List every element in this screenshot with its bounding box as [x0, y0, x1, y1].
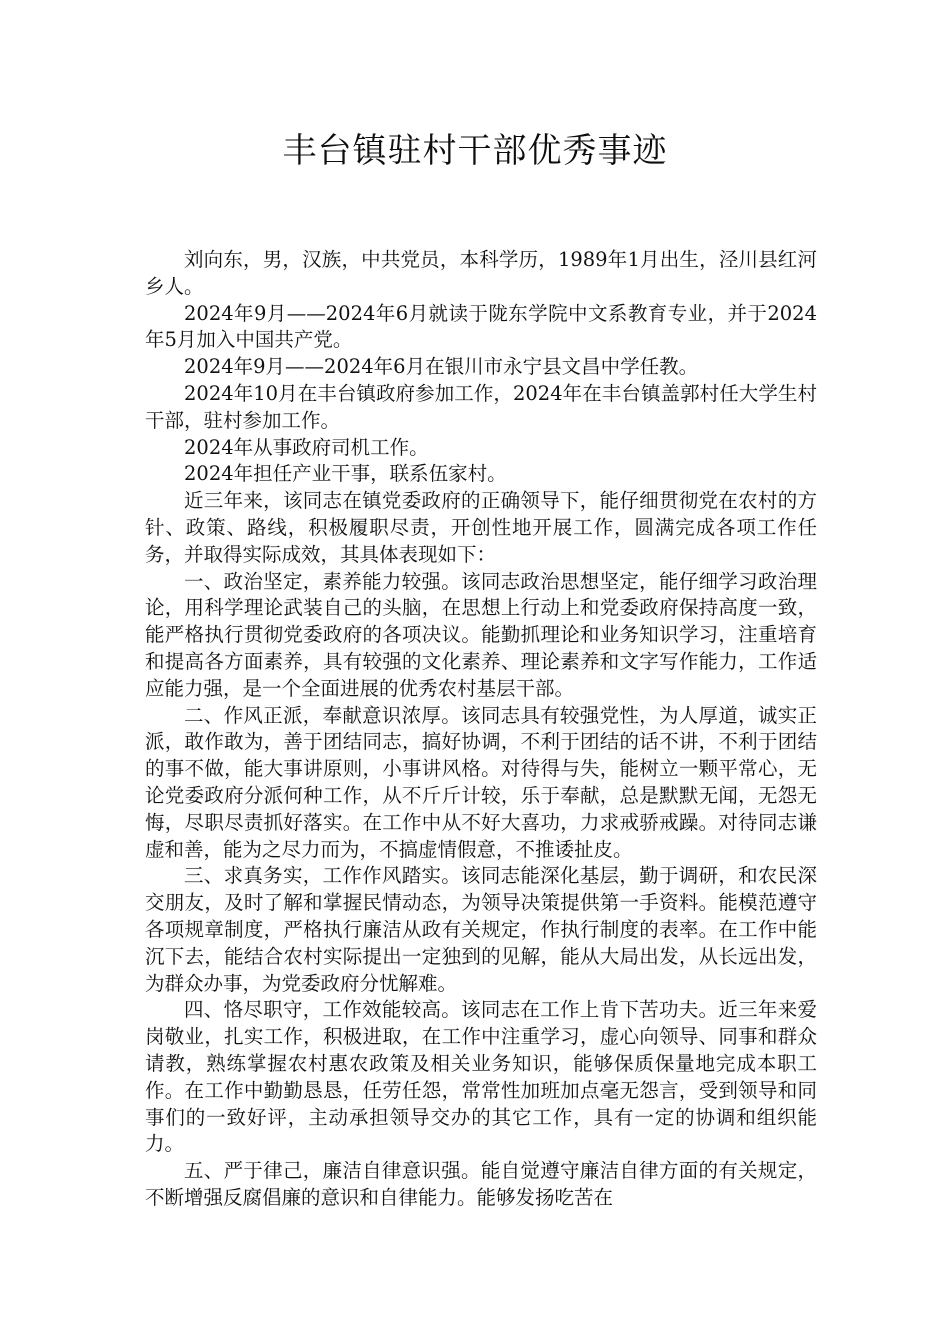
paragraph-education: 2024年9月——2024年6月就读于陇东学院中文系教育专业，并于2024年5月加入中国共产党。: [145, 301, 817, 352]
paragraph-point-pragmatic: 三、求真务实，工作作风踏实。该同志能深化基层，勤于调研，和农民深交朋友，及时了解和掌握民情动态，为领导决策提供第一手资料。能模范遵守各项规章制度，严格执行廉洁从政有关规定，作执行制度的表率。在工作中能沉下去，能结合农村实际提出一定独到的见解，能从大局出发，从长远出发，为群众办事，为党委政府分忧解难。: [145, 864, 817, 995]
paragraph-driver: 2024年从事政府司机工作。: [184, 435, 429, 459]
paragraph-village-cadre: 2024年10月在丰台镇政府参加工作，2024年在丰台镇盖郭村任大学生村干部，驻村参加工作。: [145, 381, 817, 432]
paragraph-point-diligent: 四、恪尽职守，工作效能较高。该同志在工作上肯下苦功夫。近三年来爱岗敬业，扎实工作，积极进取，在工作中注重学习，虚心向领导、同事和群众请教，熟练掌握农村惠农政策及相关业务知识，能够保质保量地完成本职工作。在工作中勤勤恳恳，任劳任怨，常常性加班加点毫无怨言，受到领导和同事们的一致好评，主动承担领导交办的其它工作，具有一定的协调和组织能力。: [145, 998, 817, 1156]
paragraph-teaching: 2024年9月——2024年6月在银川市永宁县文昌中学任教。: [184, 355, 699, 379]
document-title: 丰台镇驻村干部优秀事迹: [282, 131, 668, 171]
paragraph-point-conduct: 二、作风正派，奉献意识浓厚。该同志具有较强党性，为人厚道，诚实正派，敢作敢为，善于团结同志，搞好协调，不利于团结的话不讲，不利于团结的事不做，能大事讲原则，小事讲风格。对待得与失，能树立一颗平常心，无论党委政府分派何种工作，从不斤斤计较，乐于奉献，总是默默无闻，无怨无悔，尽职尽责抓好落实。在工作中从不好大喜功，力求戒骄戒躁。对待同志谦虚和善，能为之尽力而为，不搞虚情假意，不推诿扯皮。: [145, 703, 817, 861]
paragraph-point-integrity: 五、严于律己，廉洁自律意识强。能自觉遵守廉洁自律方面的有关规定，不断增强反腐倡廉的意识和自律能力。能够发扬吃苦在: [145, 1159, 817, 1209]
paragraph-industry-officer: 2024年担任产业干事，联系伍家村。: [184, 462, 507, 486]
document-body: [145, 247, 817, 1212]
paragraph-point-political: 一、政治坚定，素养能力较强。该同志政治思想坚定，能仔细学习政治理论，用科学理论武装自己的头脑，在思想上行动上和党委政府保持高度一致，能严格执行贯彻党委政府的各项决议。能勤抓理论和业务知识学习，注重培育和提高各方面素养，具有较强的文化素养、理论素养和文字写作能力，工作适应能力强，是一个全面进展的优秀农村基层干部。: [145, 569, 817, 700]
paragraph-bio: 刘向东，男，汉族，中共党员，本科学历，1989年1月出生，泾川县红河乡人。: [145, 248, 817, 298]
paragraph-summary: 近三年来，该同志在镇党委政府的正确领导下，能仔细贯彻党在农村的方针、政策、路线，积极履职尽责，开创性地开展工作，圆满完成各项工作任务，并取得实际成效，其具体表现如下：: [145, 489, 817, 566]
